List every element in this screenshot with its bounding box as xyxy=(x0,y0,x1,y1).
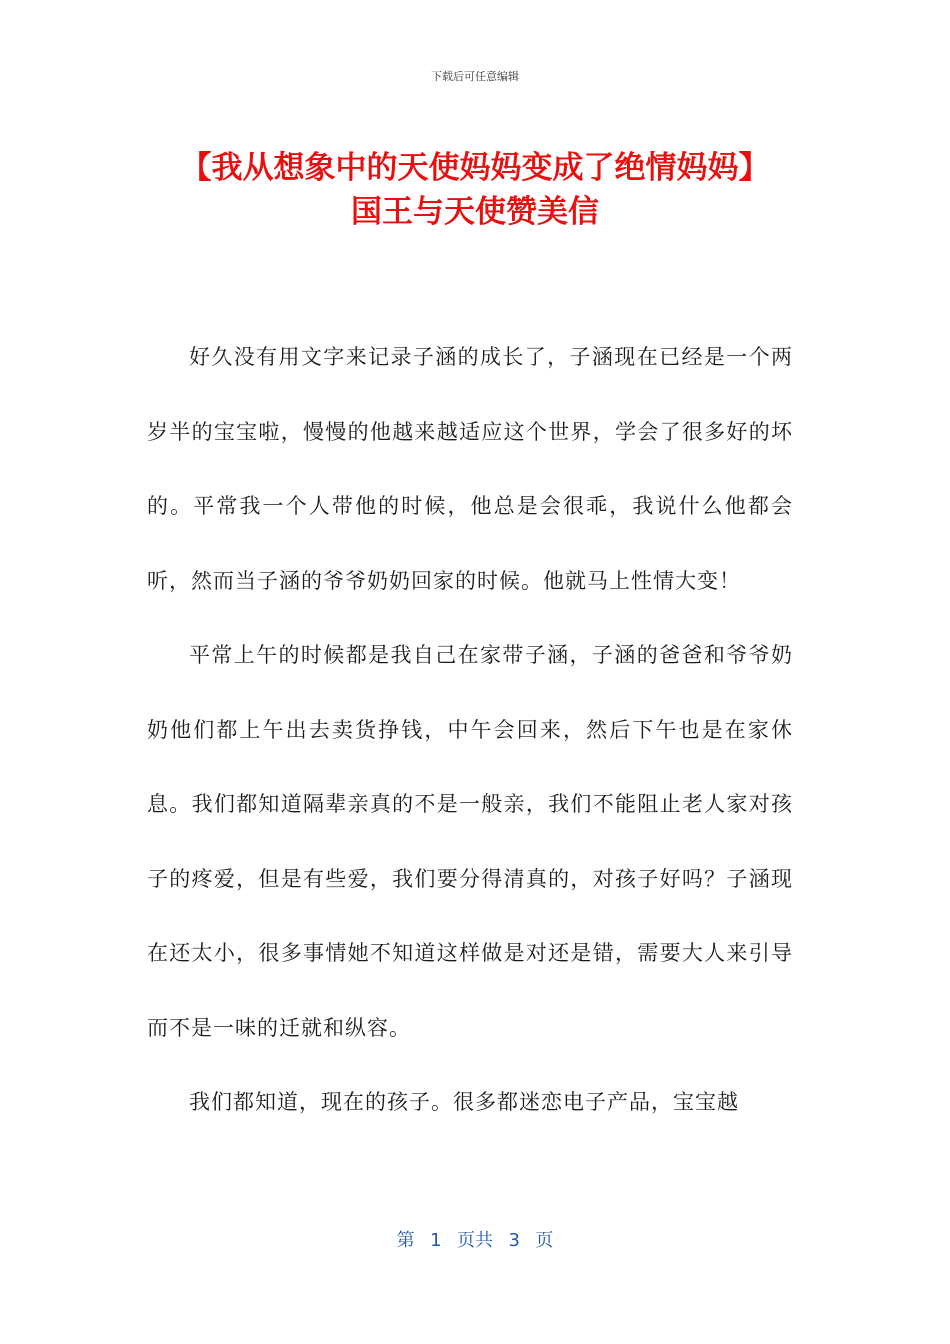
paragraph-3: 我们都知道，现在的孩子。很多都迷恋电子产品，宝宝越 xyxy=(189,1090,739,1114)
title-line-1: 【我从想象中的天使妈妈变成了绝情妈妈】 xyxy=(180,150,770,186)
page-number-footer: 第 1 页共 3 页 xyxy=(396,1230,554,1251)
title-line-2: 国王与天使赞美信 xyxy=(351,194,599,230)
paragraph-1: 好久没有用文字来记录子涵的成长了，子涵现在已经是一个两岁半的宝宝啦，慢慢的他越来越适应这个世界，学会了很多好的坏的。平常我一个人带他的时候，他总是会很乖，我说什么他都会听，然而当子涵的爷爷奶奶回家的时候。他就马上性情大变！ xyxy=(147,345,793,593)
document-title xyxy=(100,146,850,234)
paragraph-2: 平常上午的时候都是我自己在家带子涵，子涵的爸爸和爷爷奶奶他们都上午出去卖货挣钱，中午会回来，然后下午也是在家休息。我们都知道隔辈亲真的不是一般亲，我们不能阻止老人家对孩子的疼爱，但是有些爱，我们要分得清真的，对孩子好吗？子涵现在还太小，很多事情她不知道这样做是对还是错，需要大人来引导而不是一味的迁就和纵容。 xyxy=(147,643,793,1040)
document-body xyxy=(147,320,793,1140)
header-note: 下载后可任意编辑 xyxy=(431,70,519,83)
